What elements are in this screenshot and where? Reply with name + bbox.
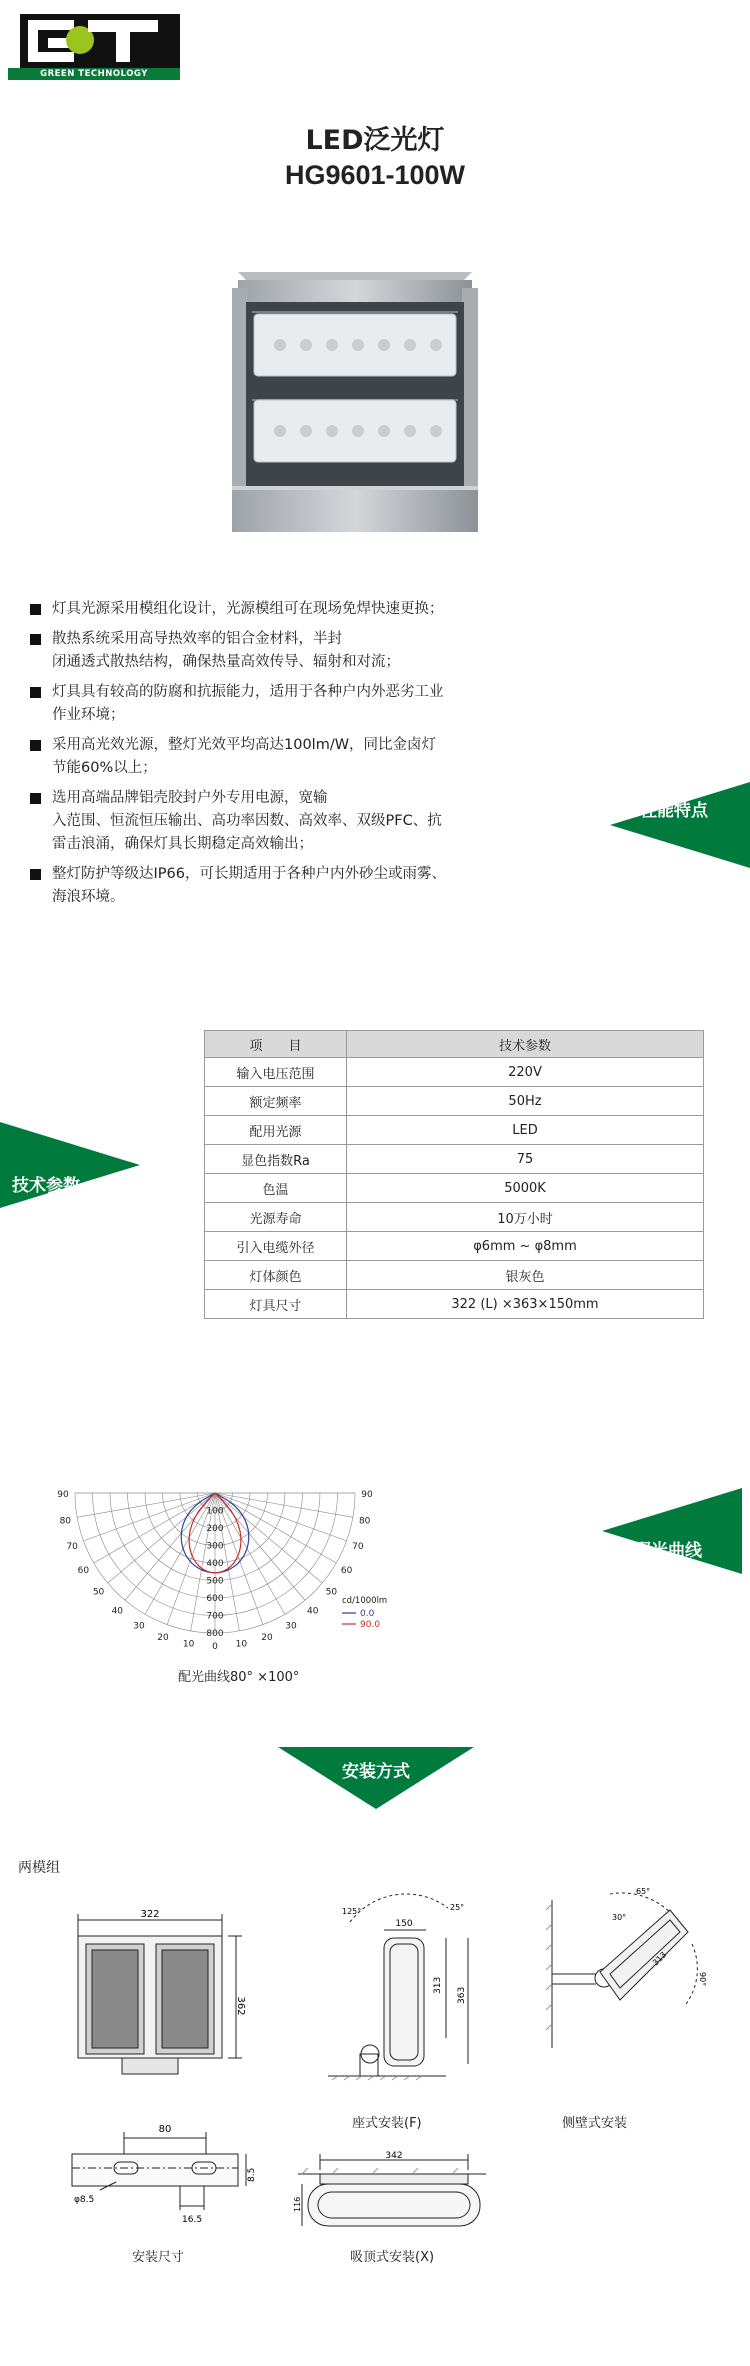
angle-label: 90 — [361, 1490, 373, 1500]
svg-text:363: 363 — [457, 1986, 467, 2004]
angle-label: 40 — [111, 1606, 124, 1617]
brand-logo — [8, 14, 180, 80]
seat-mount-drawing — [328, 1894, 478, 2090]
header-value: 技术参数 — [347, 1031, 704, 1058]
polar-tag-label: 配光曲线 — [634, 1541, 702, 1561]
feature-item: 选用高端品牌铝壳胶封户外专用电源，宽输 入范围、恒流恒压输出、高功率因数、高效率、双级PFC、抗 雷击浪涌，确保灯具长期稳定高效输出； — [30, 787, 550, 856]
group-label: 两模组 — [18, 1860, 60, 1876]
angle-label: 20 — [157, 1632, 169, 1643]
ceiling-mount-caption: 吸顶式安装(X) — [350, 2250, 435, 2265]
svg-text:150: 150 — [395, 1919, 413, 1929]
polar-caption: 配光曲线80° ×100° — [178, 1670, 300, 1685]
table-row: 引入电缆外径 φ6mm ~ φ8mm — [205, 1232, 704, 1261]
angle-label: 30 — [285, 1621, 297, 1632]
logo-mark — [8, 14, 180, 68]
feature-item: 灯具光源采用模组化设计，光源模组可在现场免焊快速更换； — [30, 598, 550, 621]
ceiling-mount-drawing — [292, 2150, 488, 2232]
legend-label: 90.0 — [360, 1620, 381, 1630]
angle-label: 70 — [352, 1541, 364, 1552]
radial-label: 100 — [206, 1506, 224, 1517]
svg-text:342: 342 — [385, 2151, 403, 2161]
square-bullet-icon — [30, 604, 41, 615]
radial-label: 800 — [206, 1629, 224, 1639]
header-item: 项 目 — [205, 1031, 347, 1058]
table-row: 额定频率 50Hz — [205, 1087, 704, 1116]
square-bullet-icon — [30, 793, 41, 804]
table-row: 光源寿命 10万小时 — [205, 1203, 704, 1232]
svg-text:362: 362 — [235, 1996, 246, 2016]
svg-text:8.5: 8.5 — [247, 2167, 257, 2182]
product-title: LED泛光灯 — [305, 125, 445, 156]
table-row: 色温 5000K — [205, 1174, 704, 1203]
svg-text:125°: 125° — [342, 1907, 362, 1916]
polar-tag — [602, 1488, 742, 1574]
angle-label: 10 — [182, 1639, 195, 1650]
svg-text:90°: 90° — [698, 1972, 707, 1987]
feature-item: 灯具具有较高的防腐和抗振能力，适用于各种户内外恶劣工业 作业环境； — [30, 681, 550, 727]
angle-label: 60 — [340, 1566, 353, 1576]
angle-label: 90 — [57, 1490, 69, 1500]
square-bullet-icon — [30, 634, 41, 645]
radial-label: 400 — [206, 1559, 224, 1569]
svg-text:25°: 25° — [450, 1903, 465, 1912]
table-header-row — [205, 1031, 704, 1058]
radial-label: 600 — [206, 1594, 224, 1604]
angle-label: 50 — [325, 1587, 338, 1598]
table-row: 显色指数Ra 75 — [205, 1145, 704, 1174]
feature-item: 散热系统采用高导热效率的铝合金材料，半封 闭通透式散热结构，确保热量高效传导、辐射和对流； — [30, 628, 550, 674]
spec-tag-label: 技术参数 — [12, 1176, 80, 1196]
feature-item: 整灯防护等级达IP66，可长期适用于各种户内外砂尘或雨雾、 海浪环境。 — [30, 863, 550, 909]
angle-label: 30 — [133, 1621, 145, 1632]
feature-item: 采用高光效光源，整灯光效平均高达100lm/W，同比金卤灯 节能60%以上； — [30, 734, 550, 780]
angle-label: 0 — [212, 1642, 218, 1652]
angle-label: 40 — [306, 1606, 319, 1617]
radial-label: 300 — [206, 1541, 224, 1552]
features-tag-label: 性能特点 — [640, 801, 708, 821]
angle-label: 20 — [261, 1632, 273, 1643]
svg-text:φ8.5: φ8.5 — [74, 2195, 95, 2205]
wall-mount-drawing — [540, 1880, 716, 2050]
angle-label: 50 — [92, 1587, 105, 1598]
square-bullet-icon — [30, 687, 41, 698]
svg-text:65°: 65° — [636, 1887, 651, 1896]
table-row: 输入电压范围 220V — [205, 1058, 704, 1087]
angle-label: 70 — [66, 1541, 78, 1552]
install-tag-label: 安装方式 — [342, 1762, 410, 1782]
angle-label: 10 — [235, 1639, 248, 1650]
logo-subtitle: GREEN TECHNOLOGY — [8, 68, 180, 80]
svg-text:313: 313 — [433, 1976, 443, 1994]
table-row: 配用光源 LED — [205, 1116, 704, 1145]
seat-mount-caption: 座式安装(F) — [352, 2116, 422, 2131]
angle-label: 80 — [358, 1516, 371, 1527]
angle-label: 60 — [77, 1566, 90, 1576]
light-distribution-chart — [50, 1465, 440, 1652]
svg-text:16.5: 16.5 — [182, 2215, 203, 2225]
svg-text:313: 313 — [651, 1950, 669, 1968]
table-row: 灯体颜色 银灰色 — [205, 1261, 704, 1290]
square-bullet-icon — [30, 869, 41, 880]
table-row: 灯具尺寸 322 (L) ×363×150mm — [205, 1290, 704, 1319]
svg-text:322: 322 — [140, 1909, 160, 1920]
feature-list — [30, 598, 550, 916]
legend-label: 0.0 — [360, 1609, 375, 1619]
mount-size-drawing — [60, 2120, 256, 2240]
front-view-drawing — [60, 1908, 246, 2092]
mount-size-caption: 安装尺寸 — [132, 2250, 185, 2265]
radial-label: 700 — [206, 1611, 224, 1622]
legend-unit: cd/1000lm — [342, 1596, 388, 1606]
spec-table — [204, 1030, 704, 1319]
svg-text:80: 80 — [158, 2124, 172, 2135]
features-tag — [610, 782, 750, 868]
square-bullet-icon — [30, 740, 41, 751]
radial-label: 200 — [206, 1524, 224, 1534]
svg-text:116: 116 — [293, 2196, 302, 2212]
svg-text:30°: 30° — [612, 1913, 627, 1922]
product-model: HG9601-100W — [284, 160, 466, 190]
radial-label: 500 — [206, 1576, 224, 1587]
product-image — [232, 272, 478, 534]
angle-label: 80 — [59, 1516, 72, 1527]
wall-mount-caption: 侧壁式安装 — [562, 2116, 628, 2131]
